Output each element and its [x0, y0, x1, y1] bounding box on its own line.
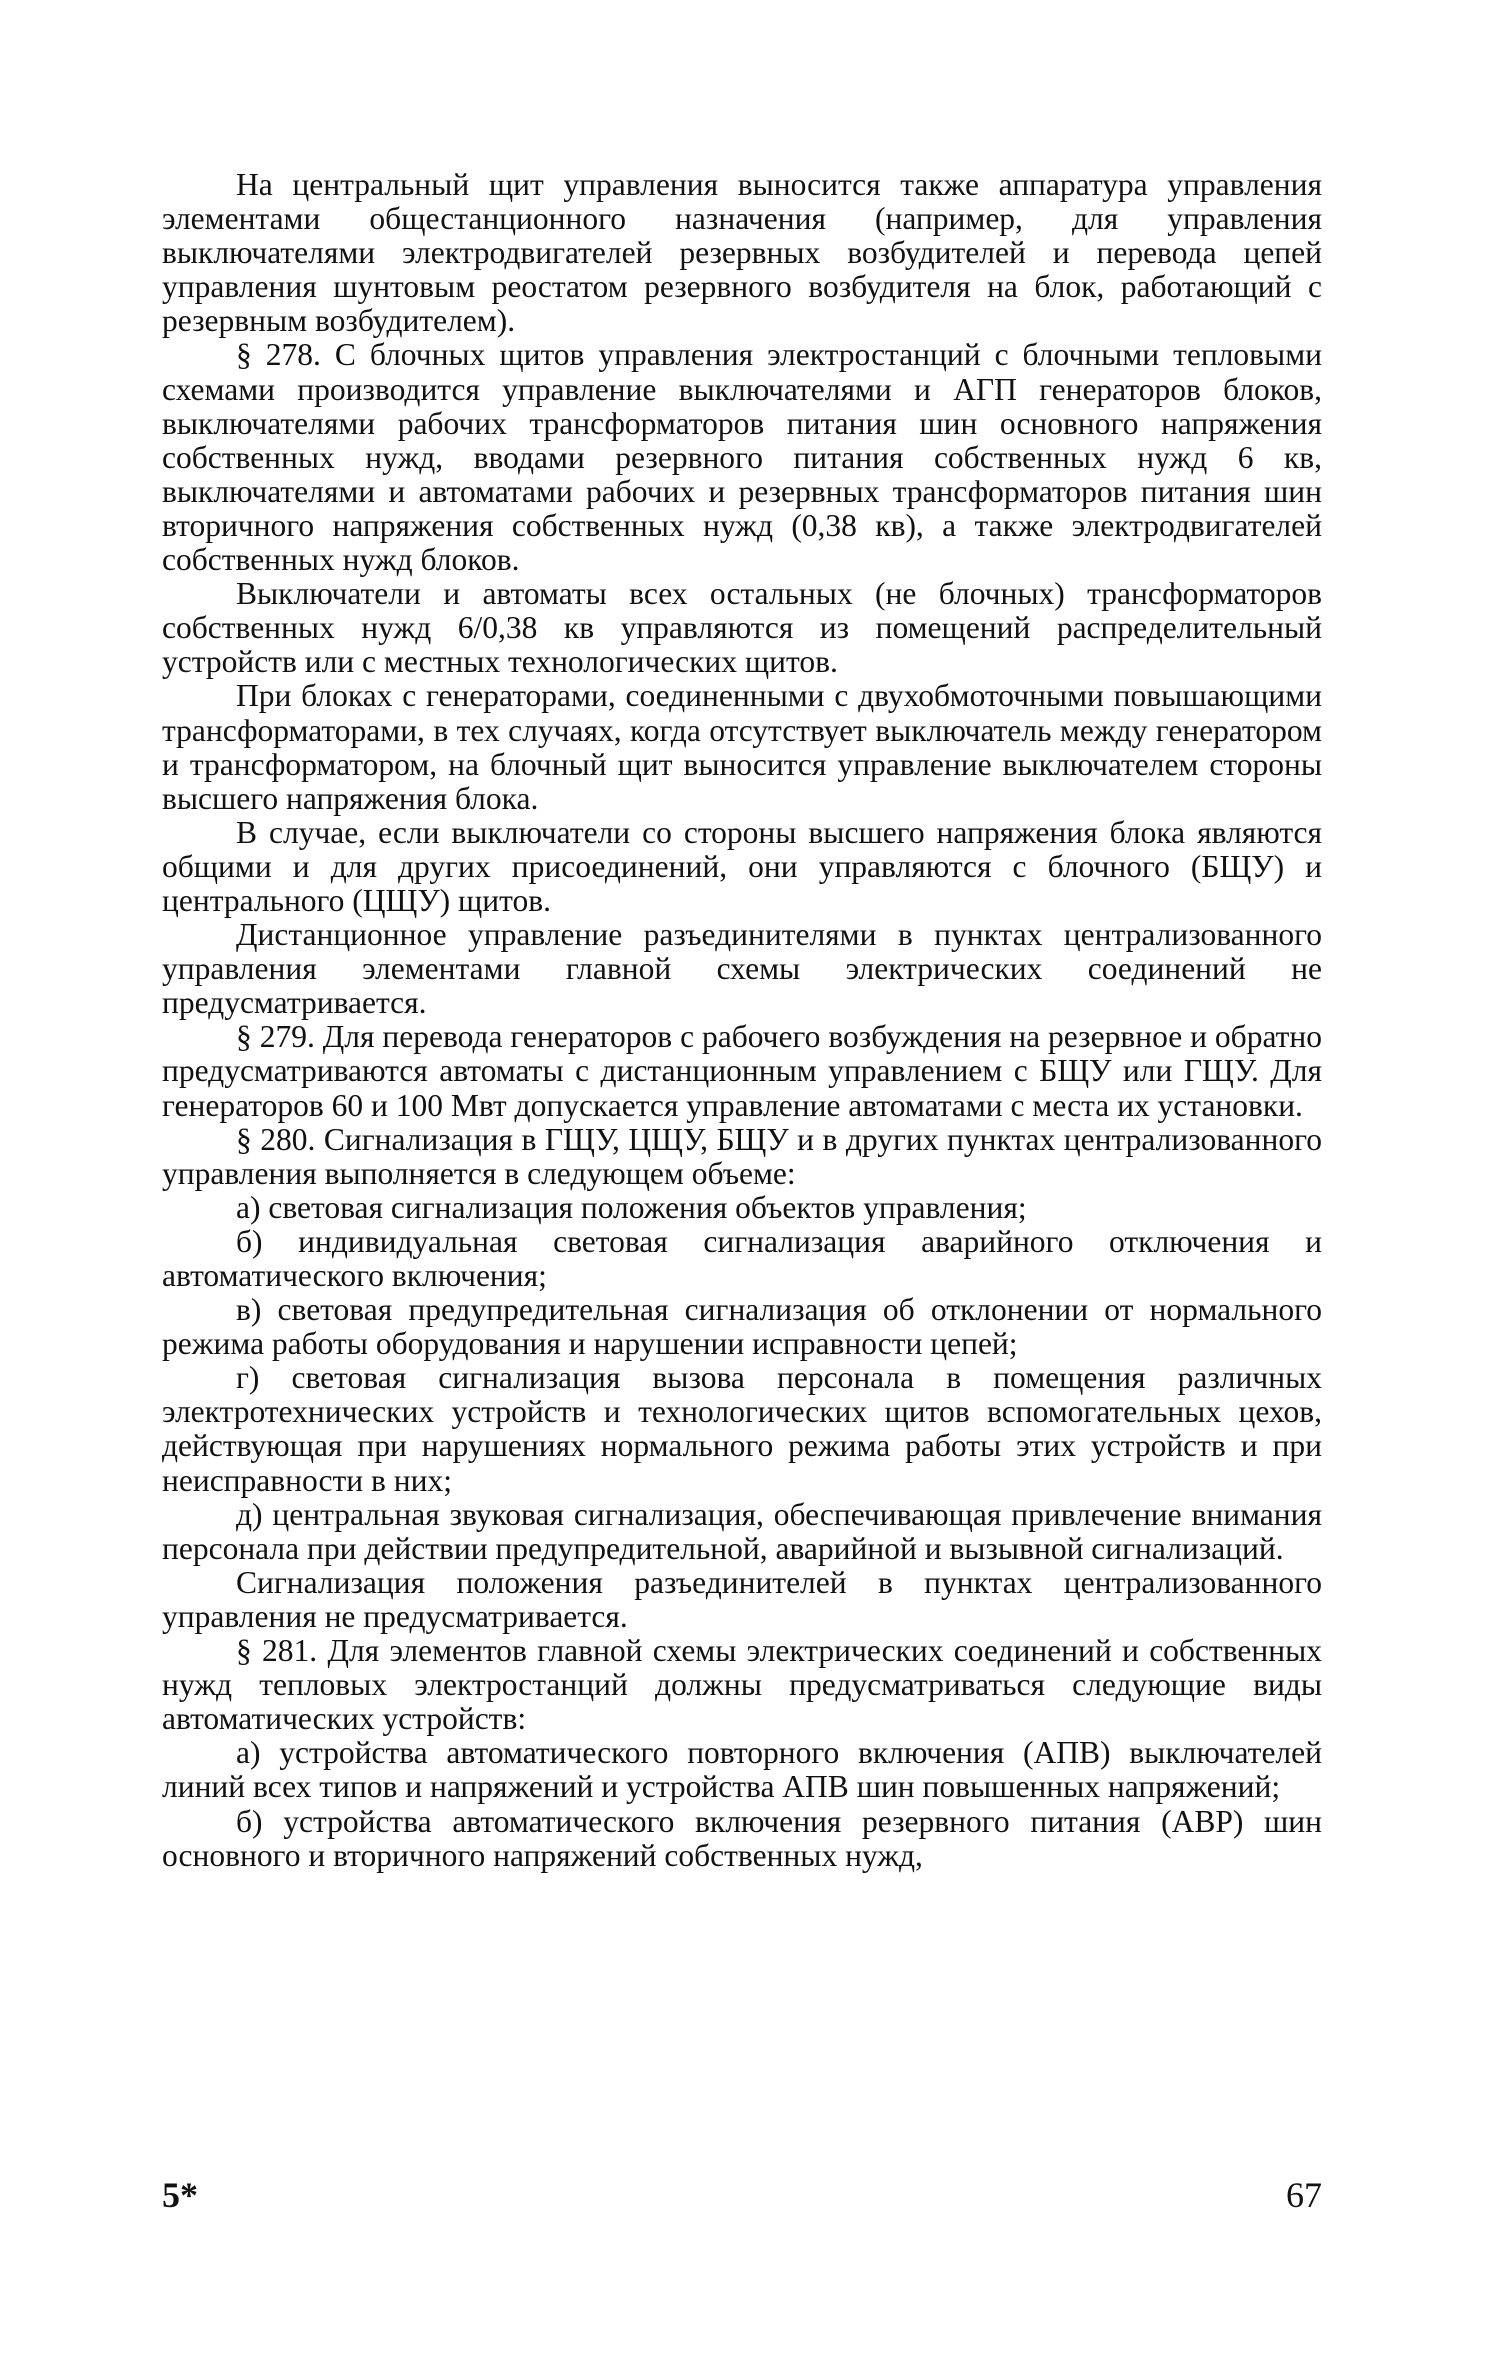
list-item-v-signalling: в) световая предупредительная сигнализация об отклонении от нормального режима работы оборудования и нарушении исправности цепей; [162, 1292, 1322, 1362]
paragraph-section-279: § 279. Для перевода генераторов с рабочего возбуждения на резервное и обратно предусматриваются автоматы с дистанционным управлением с БЩУ или ГЩУ. Для генераторов 60 и 100 Мвт допускается управление автоматами с места их установки. [162, 1019, 1322, 1123]
paragraph-central-panel: На центральный щит управления выносится также аппаратура управления элементами общестанционного назначения (например, для управления выключателями электродвигателей резервных возбудителей и перевода цепей управления шунтовым реостатом резервного возбудителя на блок, работающий с резервным возбудителем). [162, 167, 1322, 339]
list-item-g-signalling: г) световая сигнализация вызова персонала в помещения различных электротехнических устройств и технологических щитов вспомогательных цехов, действующая при нарушениях нормального режима работы этих устройств и при неисправности в них; [162, 1360, 1322, 1498]
paragraph-section-281: § 281. Для элементов главной схемы электрических соединений и собственных нужд тепловых электростанций должны предусматриваться следующие виды автоматических устройств: [162, 1633, 1322, 1737]
paragraph-section-278: § 278. С блочных щитов управления электростанций с блочными тепловыми схемами производится управление выключателями и АГП генераторов блоков, выключателями рабочих трансформаторов питания шин основного напряжения собственных нужд, вводами резервного питания собственных нужд 6 кв, выключателями и автоматами рабочих и резервных трансформаторов питания шин вторичного напряжения собственных нужд (0,38 кв), а также электродвигателей собственных нужд блоков. [162, 337, 1322, 578]
signature-mark: 5* [162, 2175, 198, 2215]
paragraph-non-block-transformers: Выключатели и автоматы всех остальных (не блочных) трансформаторов собственных нужд 6/0,38 кв управляются из помещений распределительный устройств или с местных технологических щитов. [162, 576, 1322, 680]
list-item-a-signalling: а) световая сигнализация положения объектов управления; [236, 1189, 1027, 1225]
list-item-b-automation: б) устройства автоматического включения резервного питания (АВР) шин основного и вторичного напряжений собственных нужд, [162, 1803, 1322, 1873]
list-item-a-automation: а) устройства автоматического повторного включения (АПВ) выключателей линий всех типов и напряжений и устройства АПВ шин повышенных напряжений; [162, 1735, 1322, 1805]
page-number: 67 [1286, 2175, 1322, 2215]
paragraph-two-winding-transformers: При блоках с генераторами, соединенными с двухобмоточными повышающими трансформаторами, в тех случаях, когда отсутствует выключатель между генератором и трансформатором, на блочный щит выносится управление выключателем стороны высшего напряжения блока. [162, 678, 1322, 816]
page-body [162, 168, 1322, 1873]
paragraph-disconnector-signalling: Сигнализация положения разъединителей в пунктах централизованного управления не предусматривается. [162, 1564, 1322, 1634]
paragraph-remote-disconnectors: Дистанционное управление разъединителями в пунктах централизованного управления элементами главной схемы электрических соединений не предусматривается. [162, 917, 1322, 1021]
paragraph-common-breakers: В случае, если выключатели со стороны высшего напряжения блока являются общими и для других присоединений, они управляются с блочного (БЩУ) и центрального (ЦЩУ) щитов. [162, 814, 1322, 918]
list-item-d-signalling: д) центральная звуковая сигнализация, обеспечивающая привлечение внимания персонала при действии предупредительной, аварийной и вызывной сигнализаций. [162, 1496, 1322, 1566]
list-item-b-signalling: б) индивидуальная световая сигнализация аварийного отключения и автоматического включения; [162, 1223, 1322, 1293]
paragraph-section-280: § 280. Сигнализация в ГЩУ, ЦЩУ, БЩУ и в других пунктах централизованного управления выполняется в следующем объеме: [162, 1121, 1322, 1191]
